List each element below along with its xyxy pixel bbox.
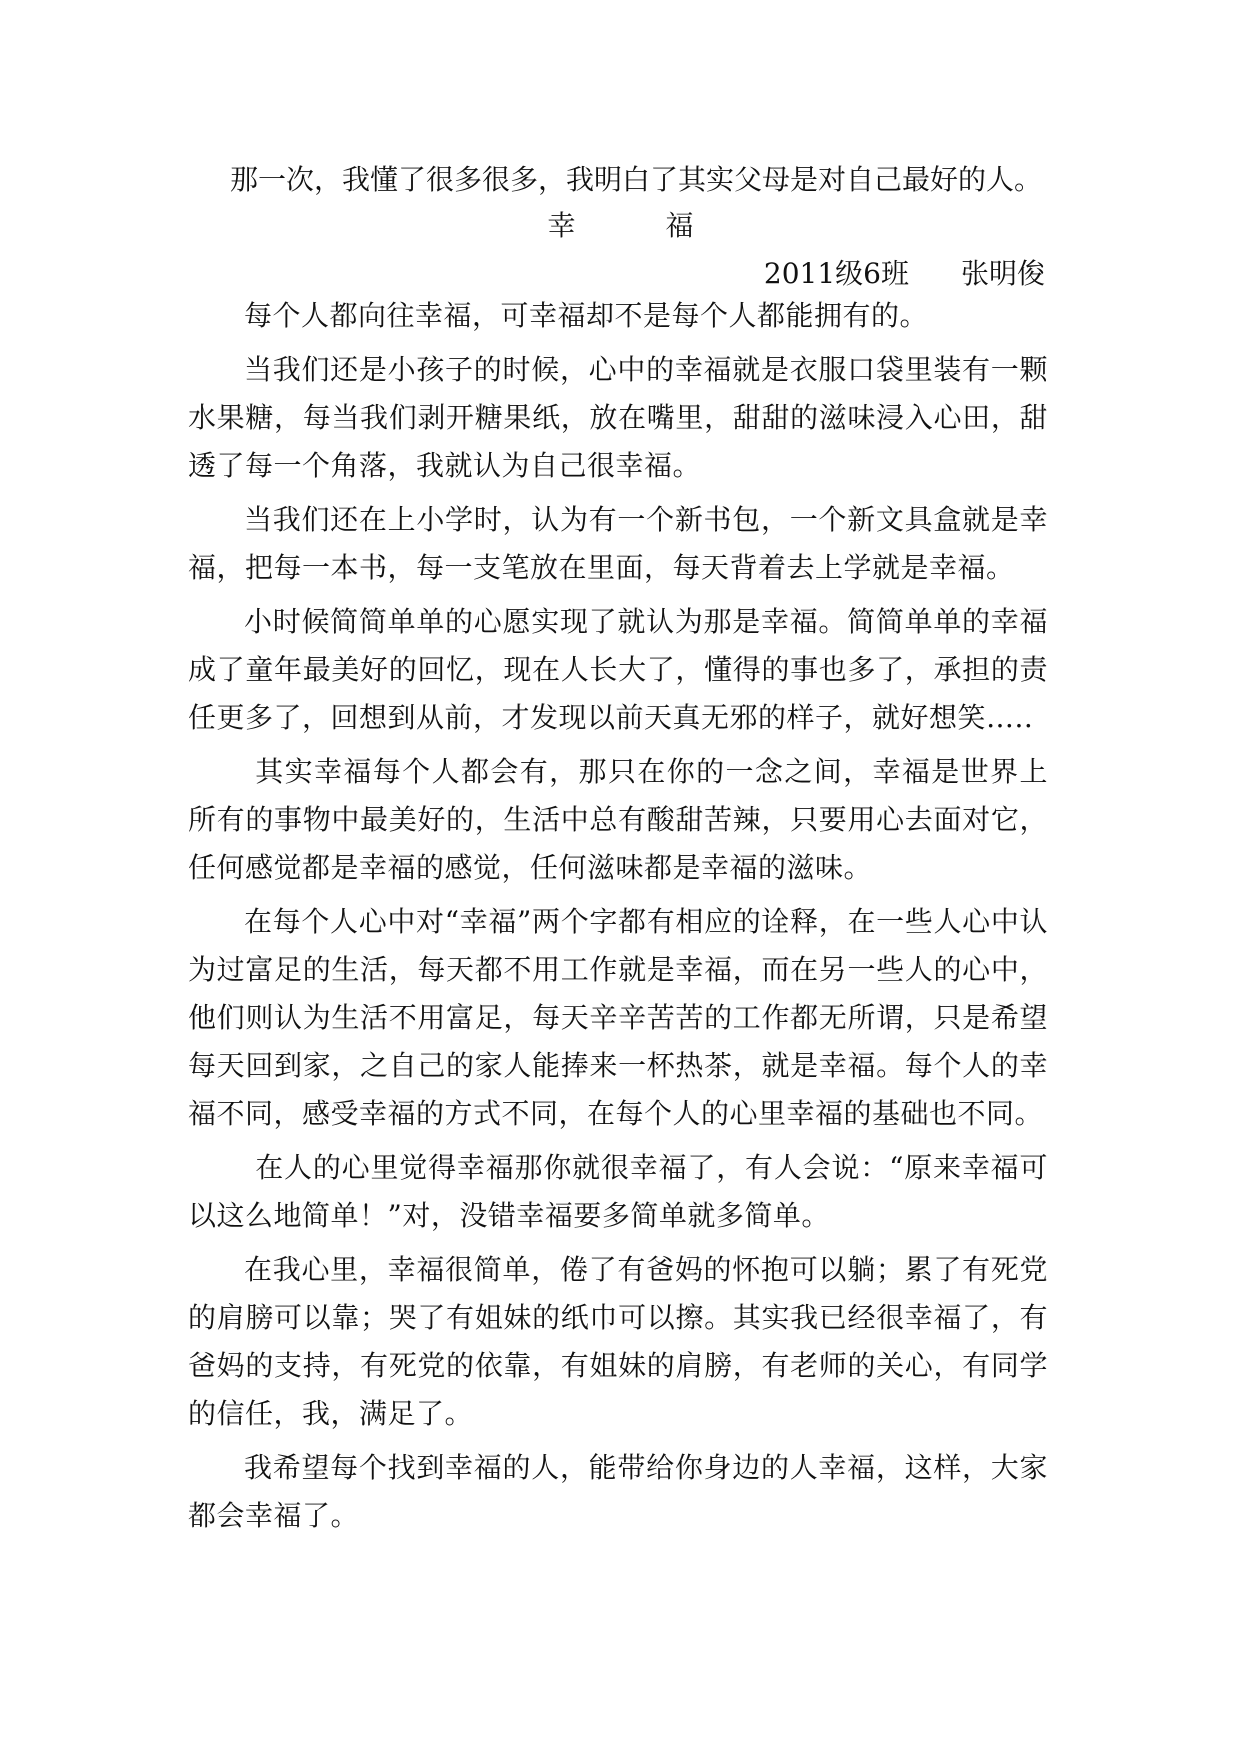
paragraph-8: 在我心里，幸福很简单，倦了有爸妈的怀抱可以躺；累了有死党的肩膀可以靠；哭了有姐妹的纸巾可以擦。其实我已经很幸福了，有爸妈的支持，有死党的依靠，有姐妹的肩膀，有老师的关心，有同学的信任，我，满足了。 <box>188 1253 1048 1430</box>
paragraph-7: 在人的心里觉得幸福那你就很幸福了，有人会说：“原来幸福可以这么地简单！”对，没错幸福要多简单就多简单。 <box>188 1151 1048 1232</box>
paragraph-1: 每个人都向往幸福，可幸福却不是每个人都能拥有的。 <box>244 299 929 332</box>
paragraph-4: 小时候简简单单的心愿实现了就认为那是幸福。简简单单的幸福成了童年最美好的回忆，现在人长大了，懂得的事也多了，承担的责任更多了，回想到从前，才发现以前天真无邪的样子，就好想笑….. <box>188 605 1048 734</box>
paragraph-3: 当我们还在上小学时，认为有一个新书包，一个新文具盒就是幸福，把每一本书，每一支笔放在里面，每天背着去上学就是幸福。 <box>188 503 1048 584</box>
opening-line: 那一次，我懂了很多很多，我明白了其实父母是对自己最好的人。 <box>230 163 1043 196</box>
paragraph-9: 我希望每个找到幸福的人，能带给你身边的人幸福，这样，大家都会幸福了。 <box>188 1451 1048 1532</box>
paragraph-6: 在每个人心中对“幸福”两个字都有相应的诠释，在一些人心中认为过富足的生活，每天都不用工作就是幸福，而在另一些人的心中，他们则认为生活不用富足，每天辛辛苦苦的工作都无所谓，只是希望每天回到家，之自己的家人能捧来一杯热茶，就是幸福。每个人的幸福不同，感受幸福的方式不同，在每个人的心里幸福的基础也不同。 <box>188 905 1048 1130</box>
paragraph-5: 其实幸福每个人都会有，那只在你的一念之间，幸福是世界上所有的事物中最美好的，生活中总有酸甜苦辣，只要用心去面对它，任何感觉都是幸福的感觉，任何滋味都是幸福的滋味。 <box>188 755 1048 884</box>
byline-author: 张明俊 <box>960 257 1045 290</box>
title-char-1: 幸 <box>547 209 576 242</box>
byline-class: 2011级6班 <box>763 257 909 290</box>
byline <box>764 252 1045 292</box>
title-char-2: 福 <box>665 209 694 242</box>
essay-body <box>188 292 1048 1540</box>
paragraph-2: 当我们还是小孩子的时候，心中的幸福就是衣服口袋里装有一颗水果糖，每当我们剥开糖果纸，放在嘴里，甜甜的滋味浸入心田，甜透了每一个角落，我就认为自己很幸福。 <box>188 353 1048 482</box>
essay-title <box>0 204 1241 244</box>
